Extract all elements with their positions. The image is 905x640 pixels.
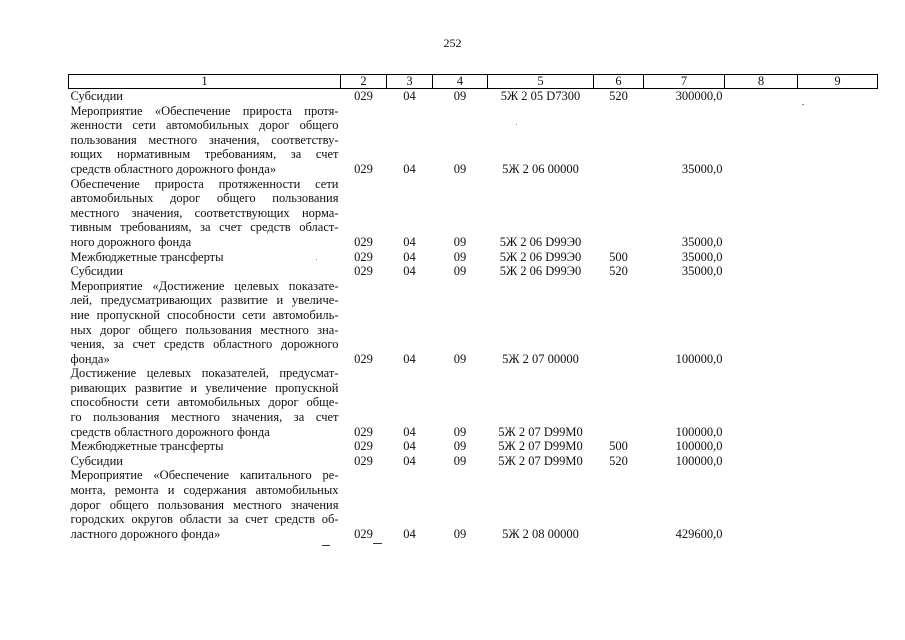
row-name <box>69 104 341 177</box>
col-8 <box>725 468 798 541</box>
table-row <box>69 454 878 469</box>
header-cell-3: 3 <box>387 75 433 89</box>
scan-mark <box>373 543 382 544</box>
table-row <box>69 279 878 367</box>
row-name-line: Обеспечение прироста протяженности сети <box>70 176 339 191</box>
row-name-line: Достижение целевых показателей, предусмат- <box>70 366 339 381</box>
subsection-code: 09 <box>453 264 467 279</box>
row-name-line: Межбюджетные трансферты <box>70 439 224 454</box>
table-row <box>69 264 878 279</box>
col-9 <box>798 250 878 265</box>
ministry-code: 029 <box>354 453 373 468</box>
ministry-code: 029 <box>354 351 373 366</box>
section-code: 04 <box>403 526 416 541</box>
page-number: 252 <box>443 36 462 50</box>
row-name-line: лей, предусматривающих развитие и увеличе- <box>70 293 339 308</box>
row-name-line: монта, ремонта и содержания автомобильных <box>70 483 339 498</box>
expense-type-code <box>594 366 644 439</box>
row-name-line: местного значения, соответствующих норма- <box>70 205 339 220</box>
subsection-code: 09 <box>453 351 467 366</box>
amount: 35000,0 <box>681 249 723 264</box>
scan-speck <box>316 259 317 260</box>
col-9 <box>798 439 878 454</box>
row-name-line: Субсидии <box>70 264 123 279</box>
ministry-code: 029 <box>354 234 373 249</box>
header-row <box>69 75 878 89</box>
expense-type-code: 500 <box>609 439 628 454</box>
row-name <box>69 454 341 469</box>
expense-type-code: 520 <box>609 453 628 468</box>
subsection-code: 09 <box>453 453 467 468</box>
row-name <box>69 279 341 367</box>
section-code: 04 <box>403 234 416 249</box>
row-name-line: средств областного дорожного фонда» <box>70 161 277 176</box>
row-name-line: тивным требованиям, за счет средств област- <box>70 220 339 235</box>
target-article-code: 5Ж 2 06 D99Э0 <box>499 234 582 249</box>
col-9 <box>798 89 878 104</box>
amount: 300000,0 <box>675 89 723 103</box>
subsection-code: 09 <box>453 424 467 439</box>
section-code: 04 <box>403 439 416 454</box>
row-name-line: Межбюджетные трансферты <box>70 249 224 264</box>
amount: 100000,0 <box>675 439 723 454</box>
col-8 <box>725 439 798 454</box>
expense-type-code <box>594 104 644 177</box>
col-8 <box>725 177 798 250</box>
row-name <box>69 439 341 454</box>
row-name <box>69 89 341 104</box>
scan-speck <box>516 124 517 125</box>
col-8 <box>725 89 798 104</box>
table-row <box>69 366 878 439</box>
subsection-code: 09 <box>453 234 467 249</box>
row-name-line: дорог общего пользования местного значения <box>70 497 339 512</box>
amount: 100000,0 <box>675 453 723 468</box>
section-code: 04 <box>403 249 416 264</box>
ministry-code: 029 <box>354 439 373 454</box>
target-article-code: 5Ж 2 08 00000 <box>502 526 579 541</box>
subsection-code: 09 <box>453 249 467 264</box>
ministry-code: 029 <box>354 89 373 103</box>
row-name-line: ривающих развитие и увеличение пропускной <box>70 380 339 395</box>
header-cell-7: 7 <box>644 75 725 89</box>
target-article-code: 5Ж 2 07 00000 <box>502 351 579 366</box>
col-8 <box>725 279 798 367</box>
table-row <box>69 250 878 265</box>
row-name-line: ных дорог общего пользования местного зна- <box>70 322 339 337</box>
amount: 100000,0 <box>675 351 723 366</box>
amount: 35000,0 <box>681 264 723 279</box>
amount: 35000,0 <box>681 234 723 249</box>
target-article-code: 5Ж 2 07 D99M0 <box>498 424 583 439</box>
table-row <box>69 468 878 541</box>
header-cell-1: 1 <box>69 75 341 89</box>
ministry-code: 029 <box>354 424 373 439</box>
row-name-line: женности сети автомобильных дорог общего <box>70 118 339 133</box>
expense-type-code <box>594 468 644 541</box>
target-article-code: 5Ж 2 05 D7300 <box>500 89 581 103</box>
expense-type-code: 520 <box>609 89 628 103</box>
header-cell-8: 8 <box>725 75 798 89</box>
row-name-line: Субсидии <box>70 453 123 468</box>
row-name-line: ющих нормативным требованиям, за счет <box>70 147 339 162</box>
header-cell-5: 5 <box>488 75 594 89</box>
target-article-code: 5Ж 2 07 D99M0 <box>498 453 583 468</box>
amount: 100000,0 <box>675 424 723 439</box>
row-name-line: пользования местного значения, соответству- <box>70 132 339 147</box>
section-code: 04 <box>403 161 416 176</box>
col-9 <box>798 177 878 250</box>
table-row <box>69 177 878 250</box>
expense-type-code: 500 <box>609 249 628 264</box>
expense-type-code <box>594 279 644 367</box>
target-article-code: 5Ж 2 06 00000 <box>502 161 579 176</box>
col-8 <box>725 454 798 469</box>
row-name <box>69 264 341 279</box>
col-8 <box>725 104 798 177</box>
table-row <box>69 104 878 177</box>
col-9 <box>798 454 878 469</box>
row-name-line: Мероприятие «Обеспечение капитального ре- <box>70 468 339 483</box>
row-name-line: Субсидии <box>70 89 123 103</box>
budget-table <box>68 74 878 541</box>
col-8 <box>725 264 798 279</box>
row-name-line: автомобильных дорог общего пользования <box>70 191 339 206</box>
row-name-line: ного дорожного фонда <box>70 234 192 249</box>
subsection-code: 09 <box>453 439 467 454</box>
row-name-line: ластного дорожного фонда» <box>70 526 221 541</box>
section-code: 04 <box>403 351 416 366</box>
target-article-code: 5Ж 2 06 D99Э0 <box>499 264 582 279</box>
section-code: 04 <box>403 453 416 468</box>
ministry-code: 029 <box>354 249 373 264</box>
row-name-line: го пользования местного значения, за счет <box>70 410 339 425</box>
row-name <box>69 366 341 439</box>
col-8 <box>725 250 798 265</box>
row-name-line: городских округов области за счет средств об- <box>70 512 339 527</box>
row-name-line: чения, за счет средств областного дорожного <box>70 337 339 352</box>
col-9 <box>798 366 878 439</box>
row-name <box>69 468 341 541</box>
scan-speck <box>802 104 804 105</box>
subsection-code: 09 <box>453 161 467 176</box>
section-code: 04 <box>403 89 416 103</box>
table-body <box>69 89 878 542</box>
scan-mark <box>322 545 330 546</box>
row-name-line: Мероприятие «Обеспечение прироста протя- <box>70 103 339 118</box>
header-cell-6: 6 <box>594 75 644 89</box>
amount: 35000,0 <box>681 161 723 176</box>
ministry-code: 029 <box>354 264 373 279</box>
row-name-line: способности сети автомобильных дорог обще- <box>70 395 339 410</box>
section-code: 04 <box>403 424 416 439</box>
col-9 <box>798 264 878 279</box>
row-name-line: фонда» <box>70 351 110 366</box>
col-8 <box>725 366 798 439</box>
target-article-code: 5Ж 2 07 D99M0 <box>498 439 583 454</box>
expense-type-code <box>594 177 644 250</box>
header-cell-9: 9 <box>798 75 878 89</box>
subsection-code: 09 <box>453 526 467 541</box>
row-name-line: ние пропускной способности сети автомобиль- <box>70 307 339 322</box>
ministry-code: 029 <box>354 526 373 541</box>
table-row <box>69 439 878 454</box>
row-name-line: средств областного дорожного фонда <box>70 424 270 439</box>
col-9 <box>798 279 878 367</box>
header-cell-2: 2 <box>341 75 387 89</box>
amount: 429600,0 <box>675 526 723 541</box>
row-name-line: Мероприятие «Достижение целевых показате- <box>70 278 339 293</box>
row-name <box>69 250 341 265</box>
row-name <box>69 177 341 250</box>
target-article-code: 5Ж 2 06 D99Э0 <box>499 249 582 264</box>
section-code: 04 <box>403 264 416 279</box>
table-row <box>69 89 878 104</box>
header-cell-4: 4 <box>433 75 488 89</box>
col-9 <box>798 104 878 177</box>
expense-type-code: 520 <box>609 264 628 279</box>
col-9 <box>798 468 878 541</box>
subsection-code: 09 <box>453 89 467 103</box>
ministry-code: 029 <box>354 161 373 176</box>
